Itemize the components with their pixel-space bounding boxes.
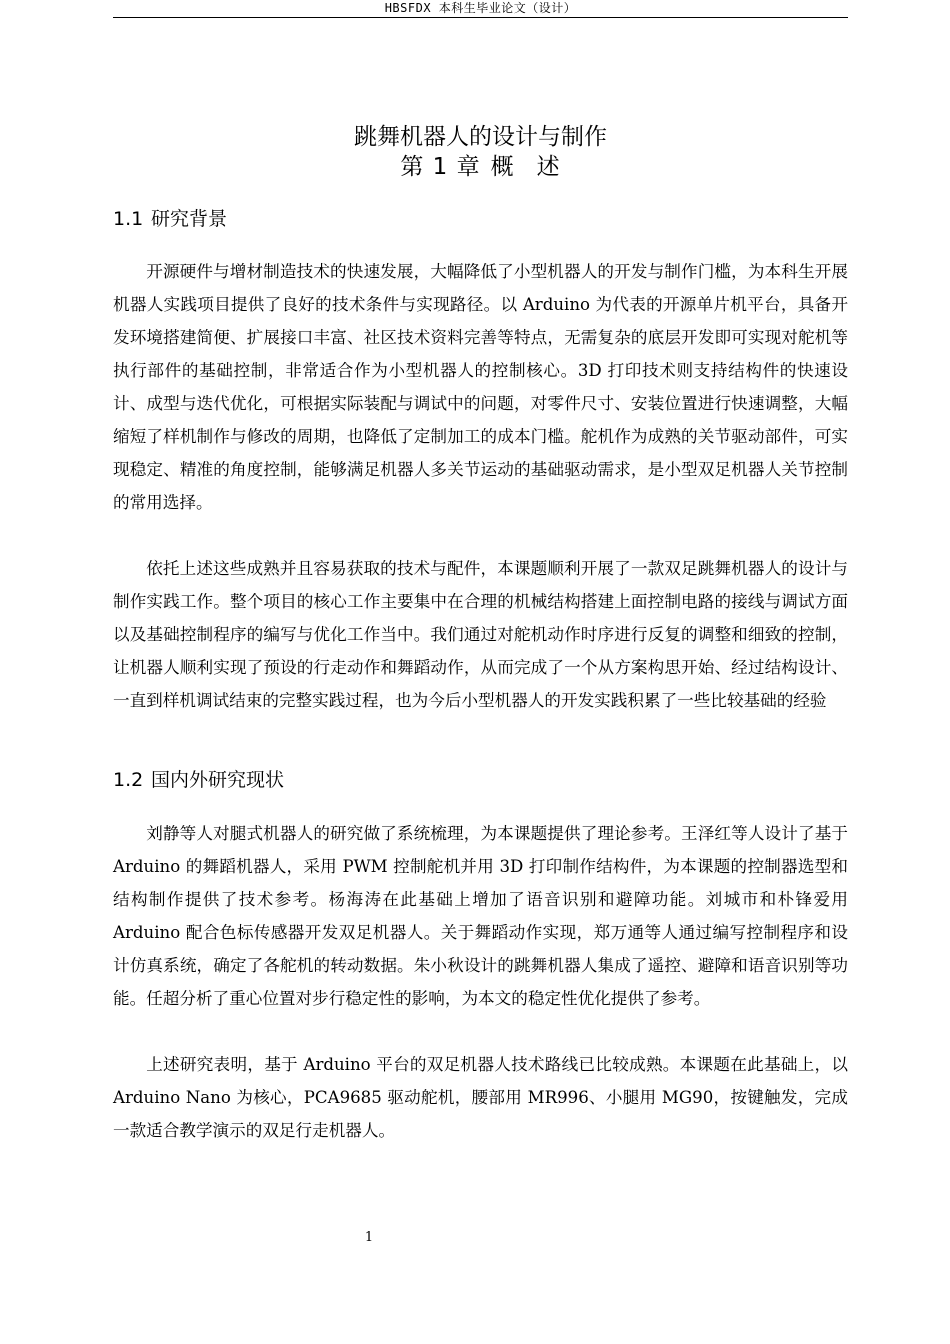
chapter-label: 第 1 章 bbox=[400, 154, 481, 180]
paper-title: 跳舞机器人的设计与制作 bbox=[354, 124, 607, 150]
section-heading-1-1 bbox=[113, 205, 227, 233]
chapter-name-part1: 概 bbox=[490, 154, 515, 180]
section-number: 1.1 bbox=[113, 208, 144, 230]
chapter-title bbox=[113, 150, 848, 184]
section-number: 1.2 bbox=[113, 769, 144, 791]
paragraph: 开源硬件与增材制造技术的快速发展，大幅降低了小型机器人的开发与制作门槛，为本科生开展机器人实践项目提供了良好的技术条件与实现路径。以 Arduino 为代表的开源单片机平台，具备开发环境搭建简便、扩展接口丰富、社区技术资料完善等特点，无需复杂的底层开发即可实现对舵机等执行部件的基础控制，非常适合作为小型机器人的控制核心。3D 打印技术则支持结构件的快速设计、成型与迭代优化，可根据实际装配与调试中的问题，对零件尺寸、安装位置进行快速调整，大幅缩短了样机制作与修改的周期，也降低了定制加工的成本门槛。舵机作为成熟的关节驱动部件，可实现稳定、精准的角度控制，能够满足机器人多关节运动的基础驱动需求，是小型双足机器人关节控制的常用选择。 bbox=[113, 262, 848, 512]
section-title: 研究背景 bbox=[151, 208, 228, 230]
chapter-name-part2: 述 bbox=[536, 154, 561, 180]
page-number: 1 bbox=[364, 1230, 374, 1245]
paragraph: 依托上述这些成熟并且容易获取的技术与配件，本课题顺利开展了一款双足跳舞机器人的设计与制作实践工作。整个项目的核心工作主要集中在合理的机械结构搭建上面控制电路的接线与调试方面以及基础控制程序的编写与优化工作当中。我们通过对舵机动作时序进行反复的调整和细致的控制，让机器人顺利实现了预设的行走动作和舞蹈动作，从而完成了一个从方案构思开始、经过结构设计、一直到样机调试结束的完整实践过程，也为今后小型机器人的开发实践积累了一些比较基础的经验 bbox=[113, 559, 848, 710]
header-rule bbox=[113, 17, 848, 18]
section-title: 国内外研究现状 bbox=[151, 769, 285, 791]
paragraph: 上述研究表明，基于 Arduino 平台的双足机器人技术路线已比较成熟。本课题在此基础上，以 Arduino Nano 为核心，PCA9685 驱动舵机，腰部用 MR996、小腿用 MG90，按键触发，完成一款适合教学演示的双足行走机器人。 bbox=[113, 1055, 848, 1140]
section-heading-1-2 bbox=[113, 766, 284, 794]
running-header: HBSFDX 本科生毕业论文（设计） bbox=[384, 1, 577, 15]
paragraph: 刘静等人对腿式机器人的研究做了系统梳理，为本课题提供了理论参考。王泽红等人设计了基于 Arduino 的舞蹈机器人，采用 PWM 控制舵机并用 3D 打印制作结构件，为本课题的控制器选型和结构制作提供了技术参考。杨海涛在此基础上增加了语音识别和避障功能。刘城市和朴锋爱用 Arduino 配合色标传感器开发双足机器人。关于舞蹈动作实现，郑万通等人通过编写控制程序和设计仿真系统，确定了各舵机的转动数据。朱小秋设计的跳舞机器人集成了遥控、避障和语音识别等功能。任超分析了重心位置对步行稳定性的影响，为本文的稳定性优化提供了参考。 bbox=[113, 824, 848, 1008]
